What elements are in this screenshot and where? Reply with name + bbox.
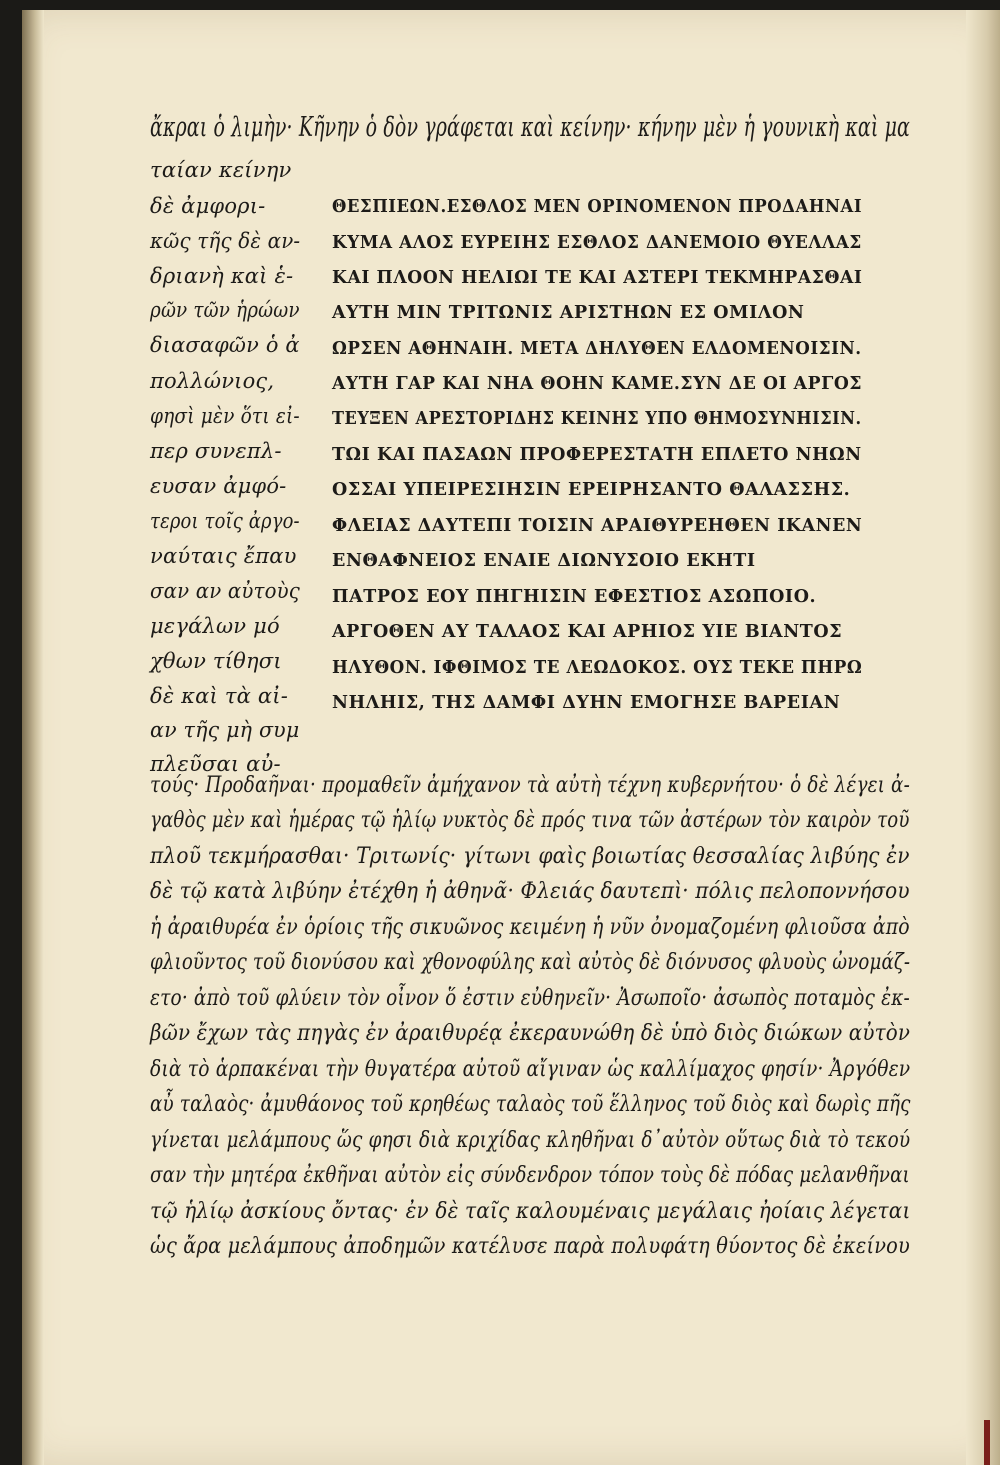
commentary-line: αὖ ταλαὸς· ἀμυθάονος τοῦ κρηθέως ταλαὸς τοῦ ἕλληνος τοῦ διὸς καὶ δωρὶς πῆς [150, 1091, 911, 1117]
gloss-line: διασαφῶν ὁ ἀ [150, 333, 300, 357]
commentary-line: ετο· ἀπὸ τοῦ φλύειν τὸν οἶνον ὅ ἐστιν εὐθηνεῖν· Ἀσωποῖο· ἀσωπὸς ποταμὸς ἐκ- [150, 985, 910, 1011]
verse-line: ΚΥΜΑ ΑΛΟΣ ΕΥΡΕΙΗΣ ΕΣΘΛΟΣ ΔΑΝΕΜΟΙΟ ΘΥΕΛΛΑΣ [332, 233, 862, 253]
verse-line: ΦΛΕΙΑΣ ΔΑΥΤΕΠΙ ΤΟΙΣΙΝ ΑΡΑΙΘΥΡΕΗΘΕΝ ΙΚΑΝΕΝ [332, 516, 863, 536]
page-edge [966, 10, 1000, 1465]
verse-line: ΑΥΤΗ ΜΙΝ ΤΡΙΤΩΝΙΣ ΑΡΙΣΤΗΩΝ ΕΣ ΟΜΙΛΟΝ [332, 303, 805, 323]
gloss-line: περ συνεπλ- [150, 439, 282, 463]
verse-line: ΑΥΤΗ ΓΑΡ ΚΑΙ ΝΗΑ ΘΟΗΝ ΚΑΜΕ.ΣΥΝ ΔΕ ΟΙ ΑΡΓΟΣ [332, 374, 863, 394]
gloss-line: πολλώνιος, [150, 369, 275, 393]
gloss-line: ευσαν ἀμφό- [150, 474, 287, 498]
commentary-line: τούς· Προδαῆναι· προμαθεῖν ἀμήχανον τὰ αὐτὴ τέχνη κυβερνήτου· ὁ δὲ λέγει ἀ- [150, 772, 910, 798]
commentary-line: βῶν ἔχων τὰς πηγὰς ἐν ἀραιθυρέᾳ ἐκεραυνώθη δὲ ὑπὸ διὸς διώκων αὐτὸν [150, 1020, 911, 1046]
gloss-line: ρῶν τῶν ἡρώων [150, 298, 300, 322]
gloss-line: χθων τίθησι [150, 649, 282, 673]
verse-line: ΠΑΤΡΟΣ ΕΟΥ ΠΗΓΗΙΣΙΝ ΕΦΕΣΤΙΟΣ ΑΣΩΠΟΙΟ. [332, 587, 817, 607]
verse-line: ΑΡΓΟΘΕΝ ΑΥ ΤΑΛΑΟΣ ΚΑΙ ΑΡΗΙΟΣ ΥΙΕ ΒΙΑΝΤΟΣ [332, 622, 843, 642]
commentary-line: ἡ ἀραιθυρέα ἐν ὁρίοις τῆς σικυῶνος κειμένη ἡ νῦν ὀνομαζομένη φλιοῦσα ἀπὸ [150, 914, 910, 940]
gloss-line: μεγάλων μό [150, 614, 280, 638]
verse-line: ΗΛΥΘΟΝ. ΙΦΘΙΜΟΣ ΤΕ ΛΕΩΔΟΚΟΣ. ΟΥΣ ΤΕΚΕ ΠΗΡΩ [332, 658, 863, 678]
commentary-heading-line: ἄκραι ὁ λιμὴν· Κῆνην ὁ δὸν γράφεται καὶ κείνην· κήνην μὲν ἡ γουνικὴ καὶ μα [150, 112, 910, 143]
gloss-line: δὲ ἀμφορι- [150, 194, 266, 218]
commentary-line: φλιοῦντος τοῦ διονύσου καὶ χθονοφύλης καὶ αὐτὸς δὲ διόνυσος φλυοὺς ὠνομάζ- [150, 949, 911, 975]
commentary-line: πλοῦ τεκμήρασθαι· Τριτωνίς· γίτωνι φαὶς βοιωτίας θεσσαλίας λιβύης ἐν [150, 843, 910, 869]
gloss-line: δὲ καὶ τὰ αἰ- [150, 684, 289, 708]
verse-line: ΝΗΛΗΙΣ, ΤΗΣ ΔΑΜΦΙ ΔΥΗΝ ΕΜΟΓΗΣΕ ΒΑΡΕΙΑΝ [332, 693, 841, 713]
commentary-line: διὰ τὸ ἁρπακέναι τὴν θυγατέρα αὐτοῦ αἴγιναν ὡς καλλίμαχος φησίν· Ἀργόθεν [150, 1056, 911, 1082]
commentary-line: γαθὸς μὲν καὶ ἡμέρας τῷ ἡλίῳ νυκτὸς δὲ πρός τινα τῶν ἀστέρων τὸν καιρὸν τοῦ [150, 807, 910, 833]
commentary-line: ὡς ἄρα μελάμπους ἀποδημῶν κατέλυσε παρὰ πολυφάτη θύοντος δὲ ἐκείνου [150, 1233, 910, 1259]
gloss-line: ναύταις ἔπαυ [150, 544, 297, 568]
commentary-line: σαν τὴν μητέρα ἐκθῆναι αὐτὸν εἰς σύνδενδρον τόπον τοὺς δὲ πόδας μελανθῆναι [150, 1162, 910, 1188]
commentary-line: τῷ ἡλίῳ ἀσκίους ὄντας· ἐν δὲ ταῖς καλουμέναις μεγάλαις ἠοίαις λέγεται [150, 1198, 911, 1224]
gloss-line: δριανὴ καὶ ἑ- [150, 264, 294, 288]
verse-line: ΤΩΙ ΚΑΙ ΠΑΣΑΩΝ ΠΡΟΦΕΡΕΣΤΑΤΗ ΕΠΛΕΤΟ ΝΗΩΝ [332, 445, 862, 465]
gloss-line: σαν αν αὐτοὺς [150, 579, 301, 603]
gloss-line: αν τῆς μὴ συμ [150, 718, 300, 742]
commentary-line: δὲ τῷ κατὰ λιβύην ἐτέχθη ἡ ἀθηνᾶ· Φλειάς δαυτεπὶ· πόλις πελοποννήσου [150, 878, 910, 904]
gloss-line: πλεῦσαι αὐ- [150, 752, 281, 776]
verse-line: ΩΡΣΕΝ ΑΘΗΝΑΙΗ. ΜΕΤΑ ΔΗΛΥΘΕΝ ΕΛΔΟΜΕΝΟΙΣΙΝ. [332, 339, 862, 359]
gloss-line: κῶς τῆς δὲ αν- [150, 229, 301, 253]
verse-line: ΟΣΣΑΙ ΥΠΕΙΡΕΣΙΗΣΙΝ ΕΡΕΙΡΗΣΑΝΤΟ ΘΑΛΑΣΣΗΣ. [332, 480, 851, 500]
gloss-line: ταίαν κείνην [150, 158, 292, 182]
verse-line: ΚΑΙ ΠΛΟΟΝ ΗΕΛΙΩΙ ΤΕ ΚΑΙ ΑΣΤΕΡΙ ΤΕΚΜΗΡΑΣΘΑΙ [332, 268, 863, 288]
page-gutter-shadow [22, 10, 44, 1465]
verse-line: ΕΝΘΑΦΝΕΙΟΣ ΕΝΑΙΕ ΔΙΩΝΥΣΟΙΟ ΕΚΗΤΙ [332, 551, 756, 571]
verse-line: ΤΕΥΞΕΝ ΑΡΕΣΤΟΡΙΔΗΣ ΚΕΙΝΗΣ ΥΠΟ ΘΗΜΟΣΥΝΗΙΣΙΝ. [332, 409, 862, 429]
gloss-line: φησὶ μὲν ὅτι εἰ- [150, 404, 300, 428]
binding-mark [984, 1420, 990, 1465]
commentary-line: γίνεται μελάμπους ὥς φησι διὰ κριχίδας κληθῆναι δ᾽αὐτὸν οὕτως διὰ τὸ τεκού [150, 1127, 911, 1153]
verse-line: ΘΕΣΠΙΕΩΝ.ΕΣΘΛΟΣ ΜΕΝ ΟΡΙΝΟΜΕΝΟΝ ΠΡΟΔΑΗΝΑΙ [332, 197, 863, 217]
gloss-line: τεροι τοῖς ἀργο- [150, 509, 300, 533]
